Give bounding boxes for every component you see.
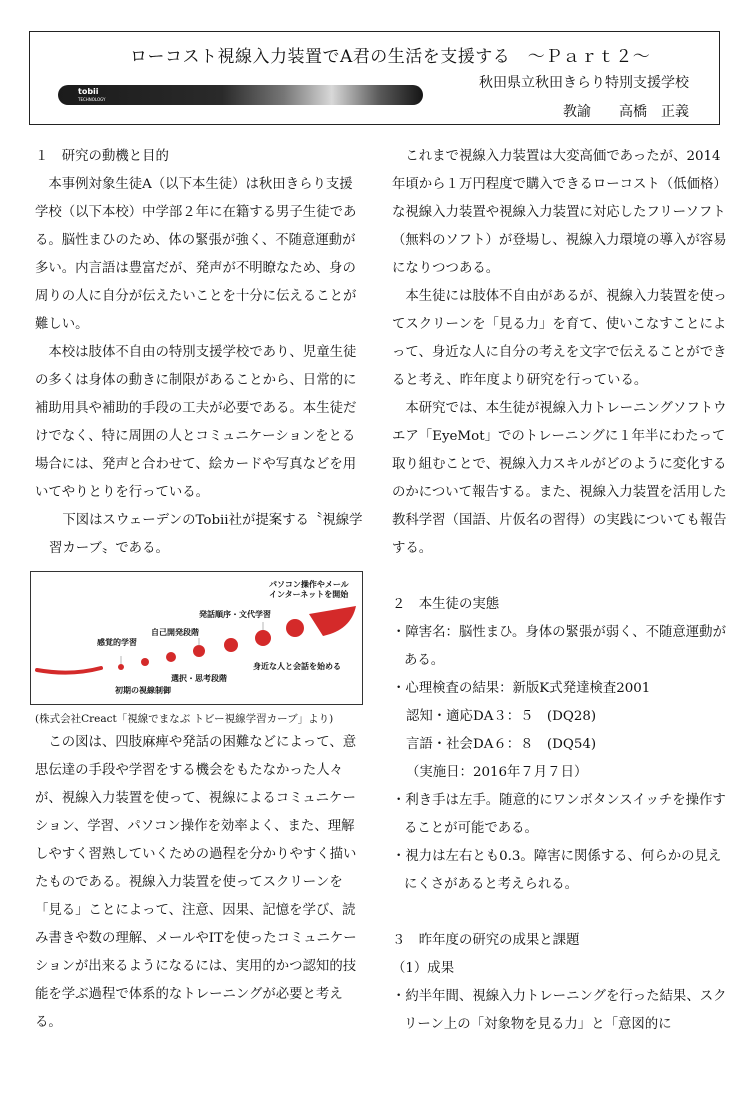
list-item: ・利き手は左手。随意的にワンボタンスイッチを操作することが可能である。: [392, 793, 726, 836]
title-box: [29, 31, 720, 125]
section-1-heading: １ 研究の動機と目的: [35, 149, 169, 164]
label-choice: 選択・思考段階: [171, 674, 227, 683]
paragraph: これまで視線入力装置は大変高価であったが、2014年頃から１万円程度で購入できるローコスト（低価格）な視線入力装置や視線入力装置に対応したフリーソフト（無料のソフト）が登場し、視線入力環境の導入が容易になりつつある。: [392, 149, 727, 276]
tobii-logo: [78, 88, 106, 104]
paragraph: 本研究では、本生徒が視線入力トレーニングソフトウエア「EyeMot」でのトレーニングに１年半にわたって取り組むことで、視線入力スキルがどのように変化するのかについて報告する。また、視線入力装置を活用した教科学習（国語、片仮名の習得）の実践についても報告する。: [392, 401, 727, 556]
school-name: 秋田県立秋田きらり特別支援学校: [479, 75, 689, 91]
section-2-heading: ２ 本生徒の実態: [392, 597, 500, 612]
label-first: 初期の視線制御: [115, 686, 171, 695]
tobii-device-image: [58, 85, 423, 105]
paragraph: 本事例対象生徒A（以下本生徒）は秋田きらり支援学校（以下本校）中学部２年に在籍する男子生徒である。脳性まひのため、体の緊張が強く、不随意運動が多い。内言語は豊富だが、発声が不明瞭なため、身の周りの人に自分が伝えたいことを十分に伝えることが難しい。: [35, 177, 357, 332]
label-sense: 感覚的学習: [97, 638, 137, 647]
list-item: ・心理検査の結果：新版K式発達検査2001: [392, 681, 651, 696]
label-pc: パソコン操作やメール: [269, 580, 349, 589]
gaze-learning-curve-figure: [30, 571, 363, 705]
test-result-line: 言語・社会DA６：８ (DQ54): [406, 737, 597, 752]
page-title: ローコスト視線入力装置でA君の生活を支援する ～Ｐａｒｔ２～: [130, 47, 651, 67]
author-name: 教諭 高橋 正義: [563, 104, 689, 120]
spacer: [392, 563, 728, 591]
list-item: ・約半年間、視線入力トレーニングを行った結果、スクリーン上の「対象物を見る力」と「意図的に: [392, 989, 727, 1032]
test-result-line: 認知・適応DA３：５ (DQ28): [406, 709, 597, 724]
tobii-logo-sub: TECHNOLOGY: [78, 97, 106, 102]
left-column: [35, 143, 365, 1037]
tobii-logo-text: tobii: [78, 87, 99, 96]
paragraph: 下図はスウェーデンのTobii社が提案する〝視線学習カーブ〟である。: [49, 513, 363, 556]
spacer: [392, 899, 728, 927]
figure-caption: (株式会社Creact「視線でまなぶ トビー視線学習カーブ」より): [35, 713, 334, 725]
subsection-heading: （1）成果: [392, 961, 455, 976]
paragraph: この図は、四肢麻痺や発話の困難などによって、意思伝達の手段や学習をする機会をもたなかった人々が、視線入力装置を使って、視線によるコミュニケーション、学習、パソコン操作を効率よく、また、理解しやすく習熟していくための過程を分かりやすく描いたものである。視線入力装置を使ってスクリーンを「見る」ことによって、注意、因果、記憶を学び、読み書きや数の理解、メールやITを使ったコミュニケーションが出来るようになるには、実用的かつ認知的技能を学ぶ過程で体系的なトレーニングが必要と考える。: [35, 735, 357, 1030]
paragraph: 本校は肢体不自由の特別支援学校であり、児童生徒の多くは身体の動きに制限があることから、日常的に補助用具や補助的手段の工夫が必要である。本生徒だけでなく、特に周囲の人とコミュニケーションをとる場合には、発声と合わせて、絵カードや写真などを用いてやりとりを行っている。: [35, 345, 357, 500]
list-item: ・視力は左右とも0.3。障害に関係する、何らかの見えにくさがあると考えられる。: [392, 849, 722, 892]
paragraph: 本生徒には肢体不自由があるが、視線入力装置を使ってスクリーンを「見る力」を育て、使いこなすことによって、身近な人に自分の考えを文字で伝えることができると考え、昨年度より研究を行っている。: [392, 289, 727, 388]
right-column: [392, 143, 728, 1039]
label-speech: 発話順序・文代学習: [199, 610, 271, 619]
test-date-line: （実施日：2016年７月７日）: [406, 765, 588, 780]
label-internet: インターネットを開始: [269, 590, 349, 599]
label-near: 身近な人と会話を始める: [253, 662, 341, 671]
list-item: ・障害名：脳性まひ。身体の緊張が弱く、不随意運動がある。: [392, 625, 726, 668]
label-self: 自己開発段階: [151, 628, 199, 637]
section-3-heading: ３ 昨年度の研究の成果と課題: [392, 933, 580, 948]
